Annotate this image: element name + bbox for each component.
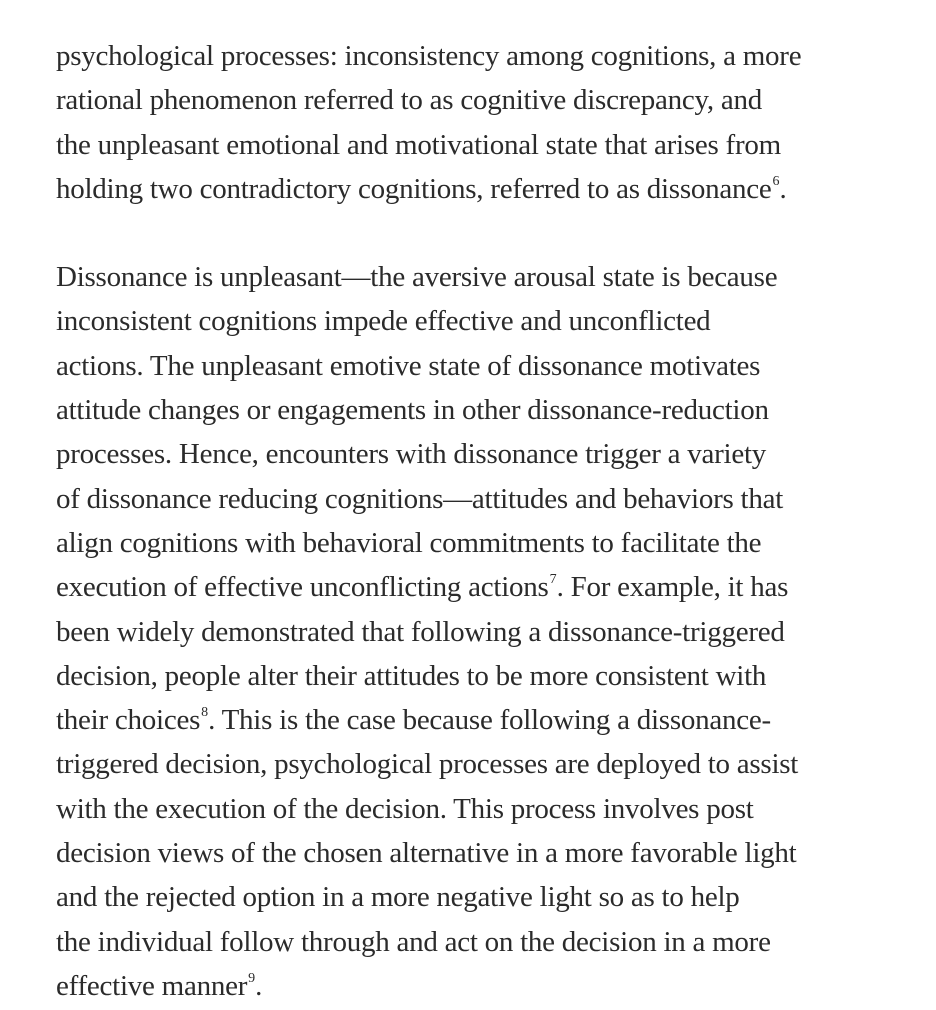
text-line: triggered decision, psychological processes are deployed to assist: [56, 748, 799, 781]
text-line: processes. Hence, encounters with dissonance trigger a variety: [56, 438, 767, 471]
text-line: decision views of the chosen alternative in a more favorable light: [56, 837, 797, 870]
text-line: Dissonance is unpleasant—the aversive arousal state is because: [56, 261, 778, 294]
text-line: rational phenomenon referred to as cognitive discrepancy, and: [56, 84, 762, 117]
footnote-ref[interactable]: 9: [248, 970, 256, 986]
text-line: decision, people alter their attitudes to be more consistent with: [56, 659, 767, 692]
text-line: align cognitions with behavioral commitments to facilitate the: [56, 526, 762, 559]
text-line: their choices$^8$. This is the case because following a dissonance-: [56, 704, 771, 737]
text-line: been widely demonstrated that following a dissonance-triggered: [56, 615, 785, 648]
text-line: psychological processes: inconsistency among cognitions, a more: [56, 40, 802, 72]
text-line: the unpleasant emotional and motivational state that arises from: [56, 128, 781, 161]
paragraph: [56, 34, 936, 211]
text-line: the individual follow through and act on the decision in a more: [56, 925, 771, 958]
text-line: execution of effective unconflicting actions$^7$. For example, it has: [56, 571, 789, 604]
text-line: with the execution of the decision. This process involves post: [56, 792, 754, 825]
text-line: holding two contradictory cognitions, referred to as dissonance$^6$.: [56, 172, 787, 205]
footnote-ref[interactable]: 7: [549, 572, 557, 588]
document-body: [56, 34, 936, 1008]
text-line: of dissonance reducing cognitions—attitudes and behaviors that: [56, 482, 784, 515]
footnote-ref[interactable]: 8: [201, 705, 209, 721]
footnote-ref[interactable]: 6: [772, 173, 780, 189]
text-line: attitude changes or engagements in other dissonance-reduction: [56, 394, 769, 427]
text-line: and the rejected option in a more negative light so as to help: [56, 881, 740, 914]
paragraph: [56, 255, 936, 1008]
text-line: actions. The unpleasant emotive state of dissonance motivates: [56, 349, 761, 382]
text-line: inconsistent cognitions impede effective and unconflicted: [56, 305, 711, 338]
text-line: effective manner$^9$.: [56, 969, 263, 1002]
